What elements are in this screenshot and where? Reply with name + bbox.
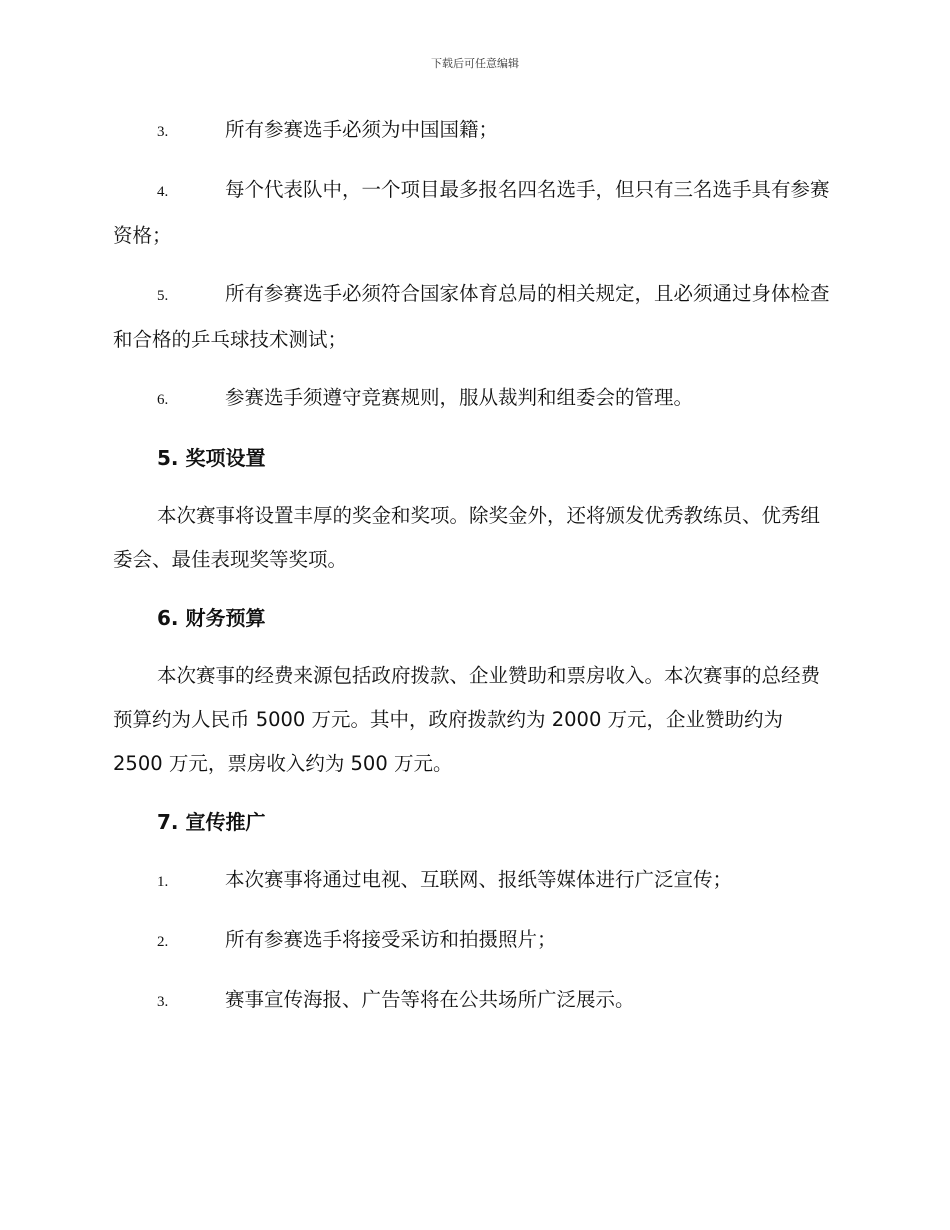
- list-item-text: 本次赛事将通过电视、互联网、报纸等媒体进行广泛宣传；: [225, 868, 733, 891]
- list-item: [113, 978, 835, 1024]
- list-item: [113, 918, 835, 964]
- page-header-note: 下载后可任意编辑: [431, 57, 519, 70]
- section-heading-promotion: 7. 宣传推广: [157, 810, 266, 834]
- list-item: [113, 108, 835, 154]
- list-item-number: 1.: [157, 874, 169, 890]
- list-item: [113, 376, 835, 422]
- document-body: [113, 108, 835, 1038]
- list-item: [113, 858, 835, 904]
- list-item: [113, 272, 835, 362]
- list-item-text: 所有参赛选手必须为中国国籍；: [225, 118, 499, 141]
- list-item-number: 6.: [157, 392, 169, 408]
- list-item-number: 3.: [157, 124, 169, 140]
- section-heading-budget: 6. 财务预算: [157, 606, 266, 630]
- budget-paragraph: 本次赛事的经费来源包括政府拨款、企业赞助和票房收入。本次赛事的总经费预算约为人民币 5000 万元。其中，政府拨款约为 2000 万元，企业赞助约为 2500 万元，票房收入约为 500 万元。: [113, 664, 821, 775]
- list-item-text: 所有参赛选手将接受采访和拍摄照片；: [225, 928, 557, 951]
- awards-paragraph: 本次赛事将设置丰厚的奖金和奖项。除奖金外，还将颁发优秀教练员、优秀组委会、最佳表现奖等奖项。: [113, 504, 821, 571]
- list-item-text: 参赛选手须遵守竞赛规则，服从裁判和组委会的管理。: [225, 386, 694, 409]
- list-item-text: 赛事宣传海报、广告等将在公共场所广泛展示。: [225, 988, 635, 1011]
- list-item-text: 所有参赛选手必须符合国家体育总局的相关规定，且必须通过身体检查和合格的乒乓球技术测试；: [113, 282, 830, 351]
- list-item-number: 4.: [157, 184, 169, 200]
- list-item-number: 3.: [157, 994, 169, 1010]
- list-item-number: 2.: [157, 934, 169, 950]
- section-heading-awards: 5. 奖项设置: [157, 446, 266, 470]
- list-item: [113, 168, 835, 258]
- list-item-number: 5.: [157, 288, 169, 304]
- list-item-text: 每个代表队中，一个项目最多报名四名选手，但只有三名选手具有参赛资格；: [113, 178, 830, 247]
